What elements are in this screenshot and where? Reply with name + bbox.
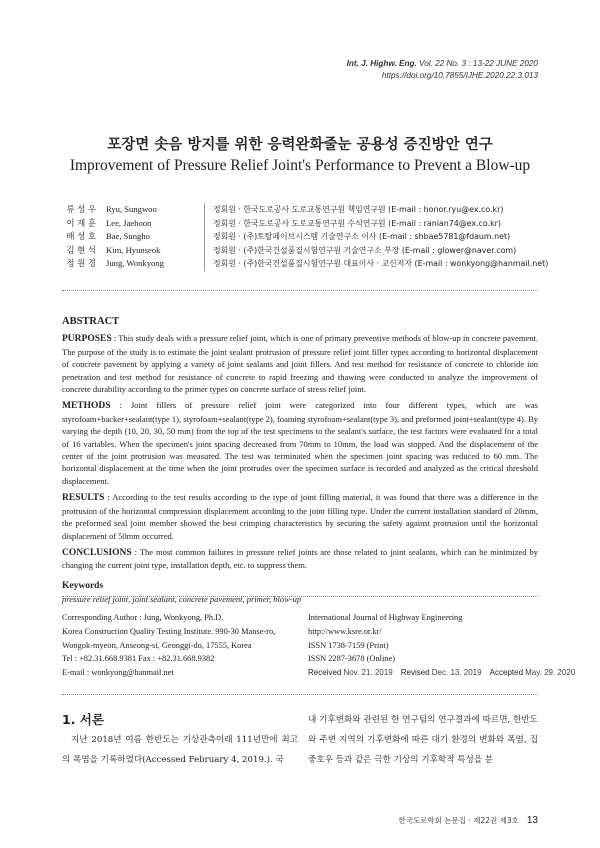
abstract-methods	[62, 399, 538, 487]
methods-label: METHODS	[62, 401, 111, 412]
intro-right-column	[308, 710, 538, 770]
author-row	[60, 244, 548, 258]
issn-print: ISSN 1738-7159 (Print)	[308, 640, 389, 650]
history-dates	[308, 666, 581, 680]
conclusions-text: : The most common failures in pressure relief joints are those related to joint sealants, which can be minimized by changing the current joint type, installation depth, etc. to suppress them.	[62, 546, 538, 571]
abstract-heading: ABSTRACT	[62, 316, 120, 327]
abstract-section	[62, 316, 538, 606]
revised-label: Revised	[400, 668, 430, 678]
author-name-ko: 정 원 경	[66, 258, 96, 268]
divider-bottom	[62, 596, 538, 597]
abstract-results	[62, 491, 538, 542]
purposes-text: : This study deals with a pressure relief joint, which is one of primary preventive methods of blow-up in concrete pavement. The purpose of the study is to estimate the joint sealant protrusion of pressure relief joint filler types according to horizontal displacement of concrete pavement by applying a variety of joint sealants and joint fillers. And test method for resistance of concrete to chloride ion penetration and test method for resistance of concrete to rapid freezing and thawing were conducted to analyze the improvement of concrete durability according to the primer types on concrete surface of stress relief joint.	[62, 333, 538, 395]
page-number: 13	[526, 815, 538, 826]
accepted-date: May. 29. 2020	[525, 668, 576, 678]
author-row	[60, 257, 548, 271]
purposes-label: PURPOSES	[62, 334, 112, 345]
author-name-en: Bae, Sungho	[106, 231, 150, 241]
divider-body	[62, 694, 538, 695]
journal-name: Int. J. Highw. Eng.	[346, 59, 417, 68]
results-label: RESULTS	[62, 493, 105, 504]
methods-text: : Joint fillers of pressure relief joint were categorized into four different types, which are was styrofoam+backer+sealant(type 1), styrofoam+sealant(type 2), foaming styrofoam+sealant(type 3), and preformed joint+sealant(type 4). By varying the depth (10, 20, 30, 50 mm) from the top of the test specimens to the sealant's surface, the test factors were evaluated for a total of 16 variables. When the specimen's joint spacing decreased from 70mm to 10mm, the load was stopped. And the displacement of the center of the joint protrusion was measured. The test was terminated when the specimen joint spacing was reduced to 60 mm. The horizontal displacement at the time when the joint protrudes over the specimen surface is recorded and analyzed as the critical threshold displacement.	[62, 400, 538, 486]
received-label: Received	[308, 668, 342, 678]
author-affiliation: 정회원 · (주)토탈페이브시스템 기술연구소 이사 (E-mail : shbae5781@fdaum.net)	[204, 230, 510, 244]
footer-journal: 한국도로학회 논문집 · 제22권 제3호	[398, 816, 519, 825]
author-name-ko: 이 재 훈	[66, 217, 96, 228]
author-affiliation: 정회원 · (주)한국건설품질시험연구원 기술연구소 부장 (E-mail : glower@naver.com)	[204, 244, 516, 258]
journal-url[interactable]: http://www.ksre.or.kr/	[308, 626, 382, 636]
journal-full-name: International Journal of Highway Engineering	[308, 613, 463, 622]
intro-heading: 1. 서론	[62, 712, 104, 727]
intro-left-text: 지난 2018년 여름 한반도는 기상관측이래 111년만에 최고의 폭염을 기록하였다(Accessed February 4, 2019.). 국	[62, 735, 298, 765]
author-name-ko: 김 현 석	[66, 244, 96, 255]
author-affiliation: 정회원 · 한국도로공사 도로교통연구원 책임연구원 (E-mail : honor.ryu@ex.co.kr)	[204, 203, 503, 217]
author-list	[60, 203, 548, 271]
received-date: Nov. 21. 2019	[343, 668, 393, 678]
author-row	[60, 203, 548, 217]
corr-line: Wongok-myeon, Anseong-si, Geonggi-do, 17555, Korea	[62, 640, 252, 650]
doi-link[interactable]: https://doi.org/10.7855/IJHE.2020.22.3.013	[381, 71, 538, 80]
divider-top	[62, 290, 538, 291]
results-text: : According to the test results according to the type of joint filling material, it was found that there was a difference in the protrusion of the horizontal compression displacement according to the joint filling type. Under the current installation standard of 20mm, the preformed seal joint member showed the best crimping characteristics by securing the safety against protrusion until the horizontal displacement of 50mm occurred.	[62, 492, 538, 541]
accepted-label: Accepted	[489, 668, 524, 678]
corresponding-author	[62, 611, 275, 680]
corr-email[interactable]: E-mail : wonkyong@hanmail.net	[62, 668, 174, 678]
author-name-ko: 류 성 우	[66, 204, 96, 214]
keywords-heading: Keywords	[62, 580, 104, 591]
intro-right-text: 내 기후변화와 관련된 한 연구팀의 연구결과에 따르면, 한반도와 주변 지역의 기후변화에 따른 대기 환경의 변화와 폭염, 집중호우 등과 같은 극한 기상의 기후학적 특성을 분	[308, 715, 538, 765]
title-english: Improvement of Pressure Relief Joint's Performance to Prevent a Blow-up	[69, 157, 531, 174]
journal-volume: Vol. 22 No. 3 : 13-22 JUNE 2020	[419, 59, 538, 68]
journal-header	[347, 58, 538, 82]
corr-line: Corresponding Author : Jung, Wonkyong, Ph.D.	[62, 613, 224, 622]
abstract-purposes	[62, 332, 538, 395]
author-name-ko: 배 성 호	[66, 231, 96, 241]
corr-line: Korea Construction Quality Testing Institute. 990-30 Manse-ro,	[62, 626, 276, 636]
author-row	[60, 230, 548, 244]
author-name-en: Lee, Jaehoon	[106, 217, 152, 228]
keywords-text: pressure relief joint, joint sealant, concrete pavement, primer, blow-up	[62, 594, 302, 605]
author-affiliation: 정회원 · 한국도로공사 도로교통연구원 수석연구원 (E-mail : ranian74@ex.co.kr)	[204, 217, 501, 231]
revised-date: Dec. 13. 2019	[431, 668, 482, 678]
title-korean: 포장면 솟음 방지를 위한 응력완화줄눈 공용성 증진방안 연구	[107, 137, 493, 153]
author-name-en: Kim, Hyunseok	[106, 244, 161, 255]
publication-info	[308, 611, 581, 680]
author-name-en: Jung, Wonkyong	[106, 258, 164, 268]
author-row	[60, 217, 548, 231]
issn-online: ISSN 2287-3678 (Online)	[308, 654, 396, 664]
corr-line: Tel : +82.31.668.9381 Fax : +82.31.668.9382	[62, 654, 215, 664]
conclusions-label: CONCLUSIONS	[62, 547, 132, 558]
page-footer	[398, 815, 538, 826]
abstract-conclusions	[62, 546, 538, 572]
author-affiliation: 정회원 · (주)한국건설품질시험연구원 대표이사 · 교신저자 (E-mail : wonkyong@hanmail.net)	[204, 257, 548, 271]
author-name-en: Ryu, Sungwoo	[106, 204, 157, 214]
intro-left-column	[62, 710, 298, 770]
